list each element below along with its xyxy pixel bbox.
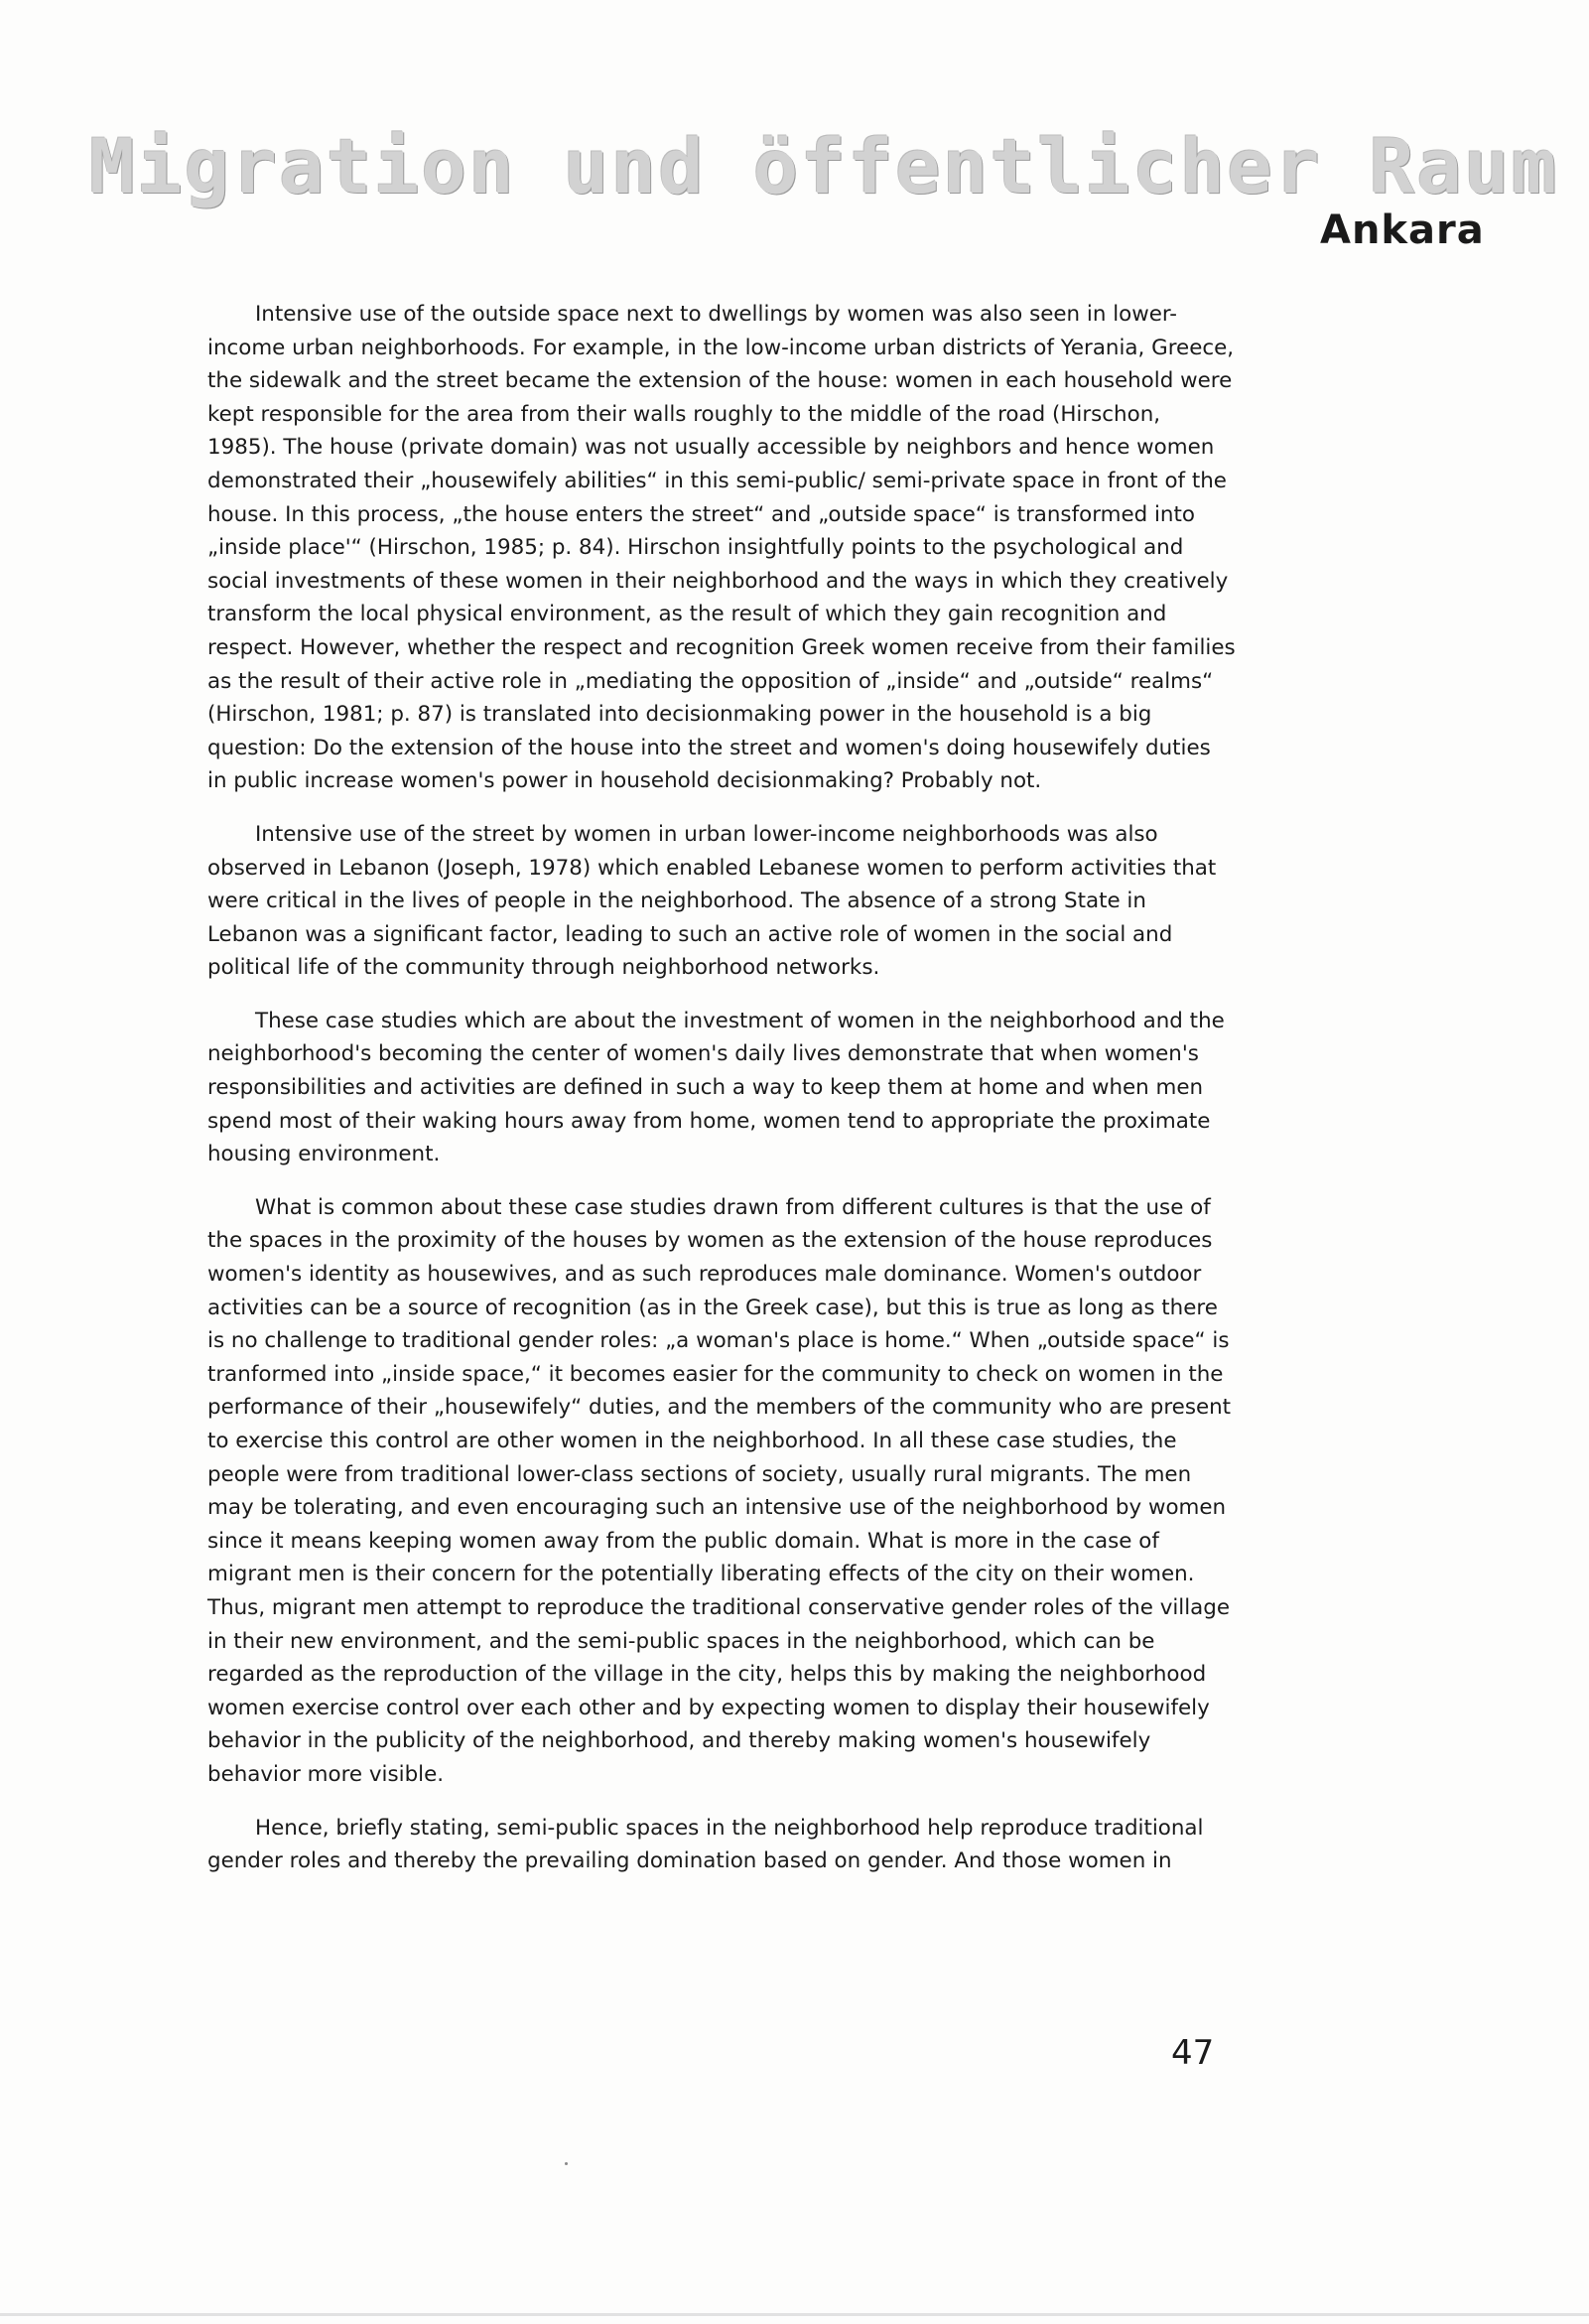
paragraph-5: Hence, briefly stating, semi-public spaces in the neighborhood help reproduce traditional gender roles and thereby the prevailing domination based on gender. And those women in bbox=[207, 1815, 1204, 1874]
page-number: 47 bbox=[1171, 2033, 1215, 2073]
paragraph-1: Intensive use of the outside space next to dwellings by women was also seen in lower-income urban neighborhoods. For example, in the low-income urban districts of Yerania, Greece, the sidewalk and the street became the extension of the house: women in each household were kept responsible for the area from their walls roughly to the middle of the road (Hirschon, 1985). The house (private domain) was not usually accessible by neighbors and hence women demonstrated their „housewifely abilities“ in this semi-public/ semi-private space in front of the house. In this process, „the house enters the street“ and „outside space“ is transformed into „inside place'“ (Hirschon, 1985; p. 84). Hirschon insightfully points to the psychological and social investments of these women in their neighborhood and the ways in which they creatively transform the local physical environment, as the result of which they gain recognition and respect. However, whether the respect and recognition Greek women receive from their families as the result of their active role in „mediating the opposition of „inside“ and „outside“ realms“ (Hirschon, 1981; p. 87) is translated into decisionmaking power in the household is a big question: Do the extension of the house into the street and women's doing housewifely duties in public increase women's power in household decisionmaking? Probably not. bbox=[207, 302, 1236, 794]
paragraph-3: These case studies which are about the investment of women in the neighborhood and the neighborhood's becoming the center of women's daily lives demonstrate that when women's responsibilities and activities are defined in such a way to keep them at home and when men spend most of their waking hours away from home, women tend to appropriate the proximate housing environment. bbox=[207, 1008, 1225, 1167]
paragraph-4: What is common about these case studies drawn from different cultures is that the use of the spaces in the proximity of the houses by women as the extension of the house reproduces women's identity as housewives, and as such reproduces male dominance. Women's outdoor activities can be a source of recognition (as in the Greek case), but this is true as long as there is no challenge to traditional gender roles: „a woman's place is home.“ When „outside space“ is tranformed into „inside space,“ it becomes easier for the community to check on women in the performance of their „housewifely“ duties, and the members of the community who are present to exercise this control are other women in the neighborhood. In all these case studies, the people were from traditional lower-class sections of society, usually rural migrants. The men may be tolerating, and even encouraging such an intensive use of the neighborhood by women since it means keeping women away from the public domain. What is more in the case of migrant men is their concern for the potentially liberating effects of the city on their women. Thus, migrant men attempt to reproduce the traditional conservative gender roles of the village in their new environment, and the semi-public spaces in the neighborhood, which can be regarded as the reproduction of the village in the city, helps this by making the neighborhood women exercise control over each other and by expecting women to display their housewifely behavior in the publicity of the neighborhood, and thereby making women's housewifely behavior more visible. bbox=[207, 1194, 1232, 1787]
scan-speck bbox=[565, 2162, 568, 2165]
paragraph-2: Intensive use of the street by women in urban lower-income neighborhoods was also observed in Lebanon (Joseph, 1978) which enabled Lebanese women to perform activities that were critical in the lives of people in the neighborhood. The absence of a strong State in Lebanon was a significant factor, leading to such an active role of women in the social and political life of the community through neighborhood networks. bbox=[207, 821, 1217, 981]
scan-edge-line bbox=[0, 2313, 1589, 2316]
running-header-title: Migration und öffentlicher Raum bbox=[89, 122, 1559, 210]
article-body bbox=[207, 298, 1236, 1898]
running-header-city: Ankara bbox=[1320, 207, 1485, 253]
